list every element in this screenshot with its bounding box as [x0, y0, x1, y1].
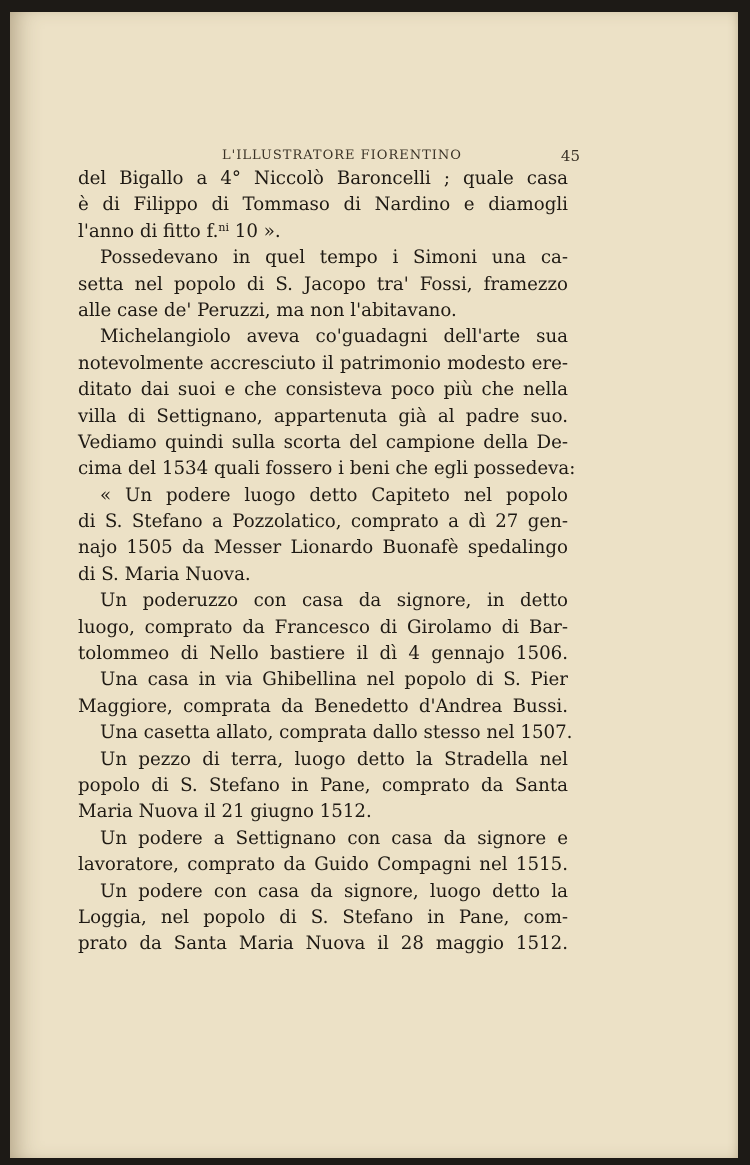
text-line: tolommeo di Nello bastiere il dì 4 gennajo 1506.	[78, 643, 568, 665]
text-line: prato da Santa Maria Nuova il 28 maggio 1512.	[78, 933, 568, 955]
text-line: najo 1505 da Messer Lionardo Buonafè spedalingo	[78, 537, 568, 559]
text-line: del Bigallo a 4° Niccolò Baroncelli ; quale casa	[78, 168, 568, 189]
text-line: è di Filippo di Tommaso di Nardino e diamogli	[78, 194, 568, 216]
text-line: Un poderuzzo con casa da signore, in detto	[100, 590, 568, 612]
text-line: « Un podere luogo detto Capiteto nel popolo	[100, 484, 568, 506]
text-line: Maria Nuova il 21 giugno 1512.	[78, 801, 372, 823]
text-line: luogo, comprato da Francesco di Girolamo di Bar-	[78, 616, 568, 638]
page-number: 45	[560, 147, 580, 165]
body-text	[78, 166, 576, 958]
text-line: Un podere con casa da signore, luogo detto la	[100, 880, 568, 902]
text-line: cima del 1534 quali fossero i beni che egli possedeva:	[78, 458, 576, 480]
text-line: alle case de' Peruzzi, ma non l'abitavano.	[78, 299, 457, 321]
text-line: Maggiore, comprata da Benedetto d'Andrea Bussi.	[78, 695, 568, 717]
text-line: di S. Stefano a Pozzolatico, comprato a dì 27 gen-	[78, 511, 568, 533]
text-line: ditato dai suoi e che consisteva poco più che nella	[78, 379, 568, 401]
text-line: Una casa in via Ghibellina nel popolo di S. Pier	[100, 669, 568, 691]
text-line: Un pezzo di terra, luogo detto la Stradella nel	[100, 748, 568, 770]
text-line: di S. Maria Nuova.	[78, 563, 251, 585]
text-line	[78, 219, 568, 245]
text-line: lavoratore, comprato da Guido Compagni nel 1515.	[78, 854, 568, 876]
text-line: popolo di S. Stefano in Pane, comprato da Santa	[78, 774, 568, 796]
text-line: Loggia, nel popolo di S. Stefano in Pane, com-	[78, 906, 568, 928]
text-line: Una casetta allato, comprata dallo stesso nel 1507.	[100, 722, 573, 744]
text-line: notevolmente accresciuto il patrimonio modesto ere-	[78, 352, 568, 374]
page-header	[104, 144, 580, 168]
text-line: Vediamo quindi sulla scorta del campione della De-	[78, 431, 568, 453]
text-line: setta nel popolo di S. Jacopo tra' Fossi, framezzo	[78, 273, 568, 295]
text-line-part: l'anno di fitto f.	[78, 220, 219, 242]
running-title: L'ILLUSTRATORE FIORENTINO	[222, 148, 462, 163]
text-line-part: 10 ».	[229, 220, 281, 242]
text-line: Un podere a Settignano con casa da signore e	[100, 827, 568, 849]
text-line: villa di Settignano, appartenuta già al padre suo.	[78, 405, 568, 427]
text-line: Possedevano in quel tempo i Simoni una ca-	[100, 247, 568, 269]
superscript: ni	[218, 220, 230, 234]
text-line: Michelangiolo aveva co'guadagni dell'arte sua	[100, 326, 568, 348]
